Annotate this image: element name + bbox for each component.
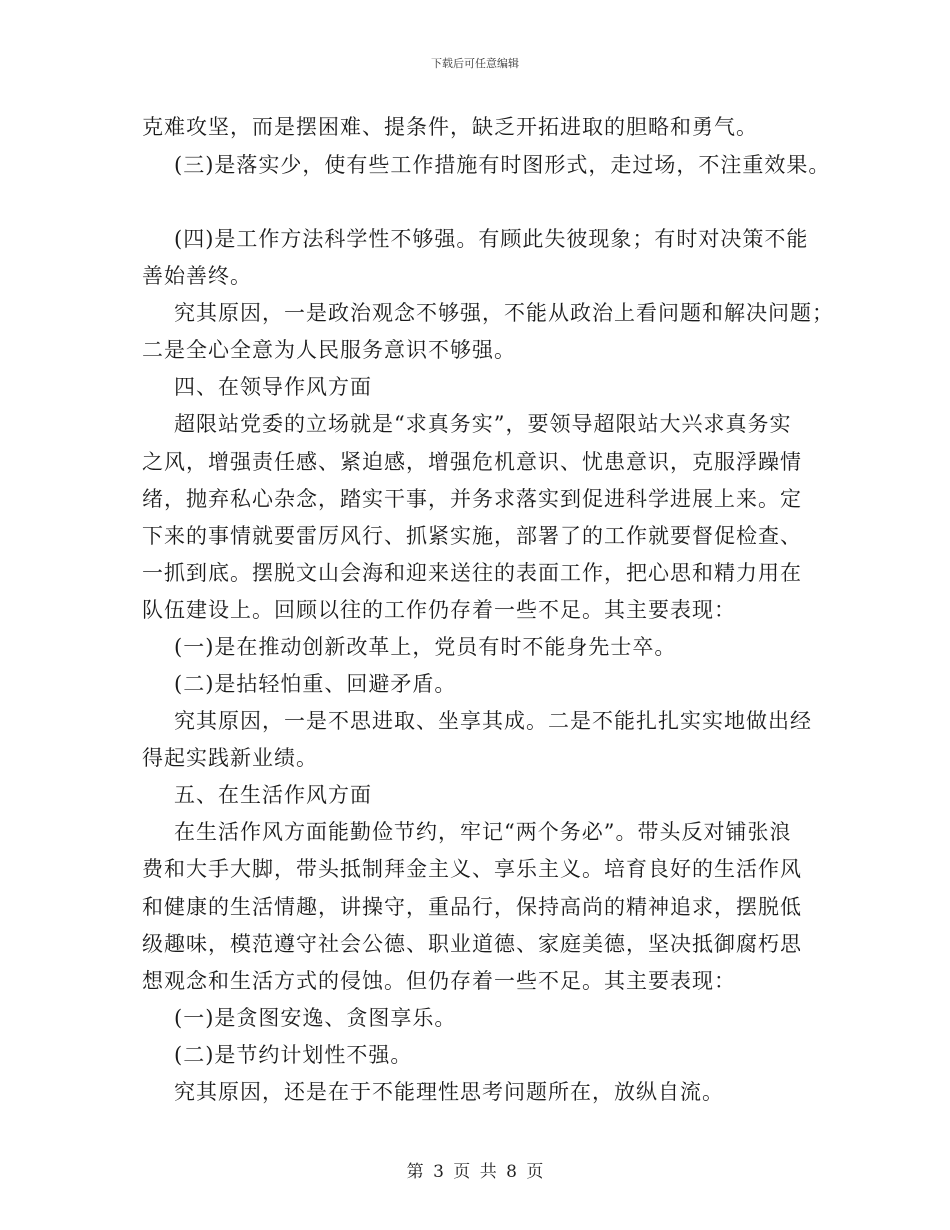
text-line: 二是全心全意为人民服务意识不够强。: [142, 338, 516, 362]
text-line: (四)是工作方法科学性不够强。有顾此失彼现象；有时对决策不能: [174, 227, 809, 251]
text-line: 善始善终。: [142, 264, 252, 288]
text-line: 费和大手大脚，带头抵制拜金主义、享乐主义。培育良好的生活作风: [142, 857, 802, 881]
page-footer: 第 3 页 共 8 页: [406, 1162, 544, 1182]
text-line: 超限站党委的立场就是“求真务实”，要领导超限站大兴求真务实: [174, 412, 792, 436]
text-line: 和健康的生活情趣，讲操守，重品行，保持高尚的精神追求，摆脱低: [142, 895, 802, 919]
page-header: 下载后可任意编辑: [431, 57, 519, 70]
text-line: 想观念和生活方式的侵蚀。但仍存着一些不足。其主要表现：: [142, 969, 736, 993]
text-line: (三)是落实少，使有些工作措施有时图形式，走过场，不注重效果。: [174, 153, 831, 177]
text-line: (一)是在推动创新改革上，党员有时不能身先士卒。: [174, 635, 677, 659]
text-line: 队伍建设上。回顾以往的工作仍存着一些不足。其主要表现：: [142, 598, 736, 622]
text-line: (一)是贪图安逸、贪图享乐。: [174, 1006, 457, 1030]
section-heading: 五、在生活作风方面: [174, 783, 372, 807]
section-heading: 四、在领导作风方面: [174, 375, 372, 399]
text-line: 克难攻坚，而是摆困难、提条件，缺乏开拓进取的胆略和勇气。: [142, 115, 758, 139]
text-line: 之风，增强责任感、紧迫感，增强危机意识、忧患意识，克服浮躁情: [142, 450, 802, 474]
text-line: 究其原因，还是在于不能理性思考问题所在，放纵自流。: [174, 1080, 724, 1104]
text-line: 得起实践新业绩。: [142, 746, 318, 770]
text-line: 下来的事情就要雷厉风行、抓紧实施，部署了的工作就要督促检查、: [142, 524, 802, 548]
text-line: 绪，抛弃私心杂念，踏实干事，并务求落实到促进科学进展上来。定: [142, 487, 802, 511]
text-line: 究其原因，一是不思进取、坐享其成。二是不能扎扎实实地做出经: [174, 709, 812, 733]
text-line: 究其原因，一是政治观念不够强，不能从政治上看问题和解决问题；: [174, 301, 834, 325]
text-line: (二)是节约计划性不强。: [174, 1043, 413, 1067]
text-line: 在生活作风方面能勤俭节约，牢记“两个务必”。带头反对铺张浪: [174, 820, 792, 844]
text-line: (二)是拈轻怕重、回避矛盾。: [174, 672, 457, 696]
text-line: 级趣味，模范遵守社会公德、职业道德、家庭美德，坚决抵御腐朽思: [142, 932, 802, 956]
text-line: 一抓到底。摆脱文山会海和迎来送往的表面工作，把心思和精力用在: [142, 561, 802, 585]
